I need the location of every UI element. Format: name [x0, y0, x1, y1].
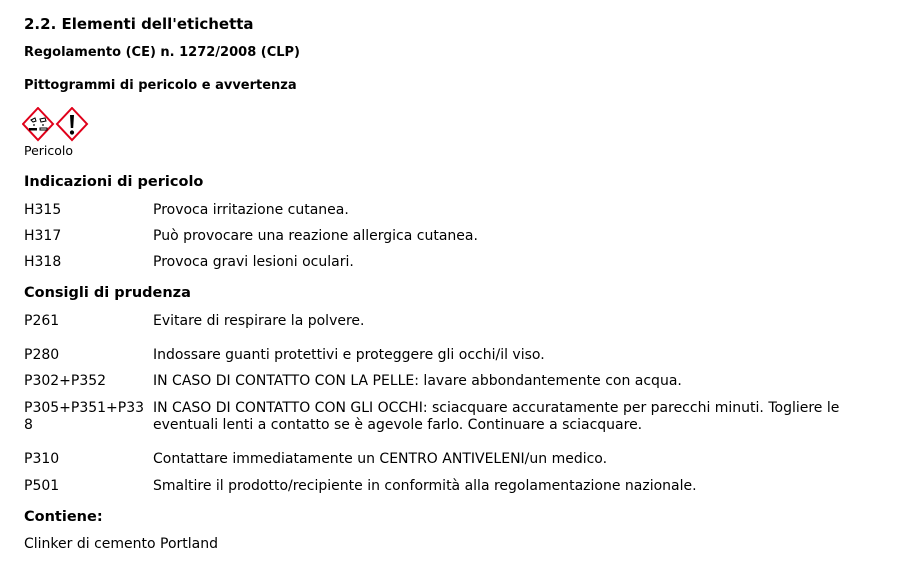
- precaution-text: Contattare immediatamente un CENTRO ANTIVELENI/un medico.: [153, 451, 608, 467]
- precaution-code: P310: [24, 451, 60, 467]
- hazard-statements-heading: Indicazioni di pericolo: [24, 174, 204, 190]
- hazard-code: H317: [24, 228, 62, 244]
- precaution-text: Evitare di respirare la polvere.: [153, 313, 365, 329]
- precaution-code: P261: [24, 313, 60, 329]
- hazard-text: Provoca gravi lesioni oculari.: [153, 254, 354, 270]
- pictograms-heading: Pittogrammi di pericolo e avvertenza: [24, 78, 297, 93]
- contains-text: Clinker di cemento Portland: [24, 536, 219, 552]
- precaution-code-line2: 8: [24, 417, 33, 433]
- pictograms-row: [22, 107, 90, 143]
- corrosion-icon: [23, 108, 53, 140]
- regulation-label: Regolamento (CE) n. 1272/2008 (CLP): [24, 45, 301, 60]
- hazard-text: Provoca irritazione cutanea.: [153, 202, 349, 218]
- precaution-text-line2: eventuali lenti a contatto se è agevole farlo. Continuare a sciacquare.: [153, 417, 643, 433]
- exclamation-mark-icon: [57, 108, 87, 140]
- precaution-text: Smaltire il prodotto/recipiente in conformità alla regolamentazione nazionale.: [153, 478, 697, 494]
- precautionary-statements-heading: Consigli di prudenza: [24, 285, 191, 301]
- precaution-text-line1: IN CASO DI CONTATTO CON GLI OCCHI: sciacquare accuratamente per parecchi minuti. Togliere le: [153, 400, 840, 416]
- hazard-text: Può provocare una reazione allergica cutanea.: [153, 228, 478, 244]
- signal-word: Pericolo: [24, 143, 74, 158]
- contains-heading: Contiene:: [24, 509, 103, 525]
- precaution-code-line1: P305+P351+P33: [24, 400, 145, 416]
- precaution-code: P302+P352: [24, 373, 107, 389]
- precaution-text: IN CASO DI CONTATTO CON LA PELLE: lavare abbondantemente con acqua.: [153, 373, 682, 389]
- hazard-code: H318: [24, 254, 62, 270]
- precaution-text: Indossare guanti protettivi e proteggere gli occhi/il viso.: [153, 347, 545, 363]
- precaution-code: P501: [24, 478, 60, 494]
- section-title: 2.2. Elementi dell'etichetta: [24, 15, 254, 33]
- hazard-code: H315: [24, 202, 62, 218]
- precaution-code: P280: [24, 347, 60, 363]
